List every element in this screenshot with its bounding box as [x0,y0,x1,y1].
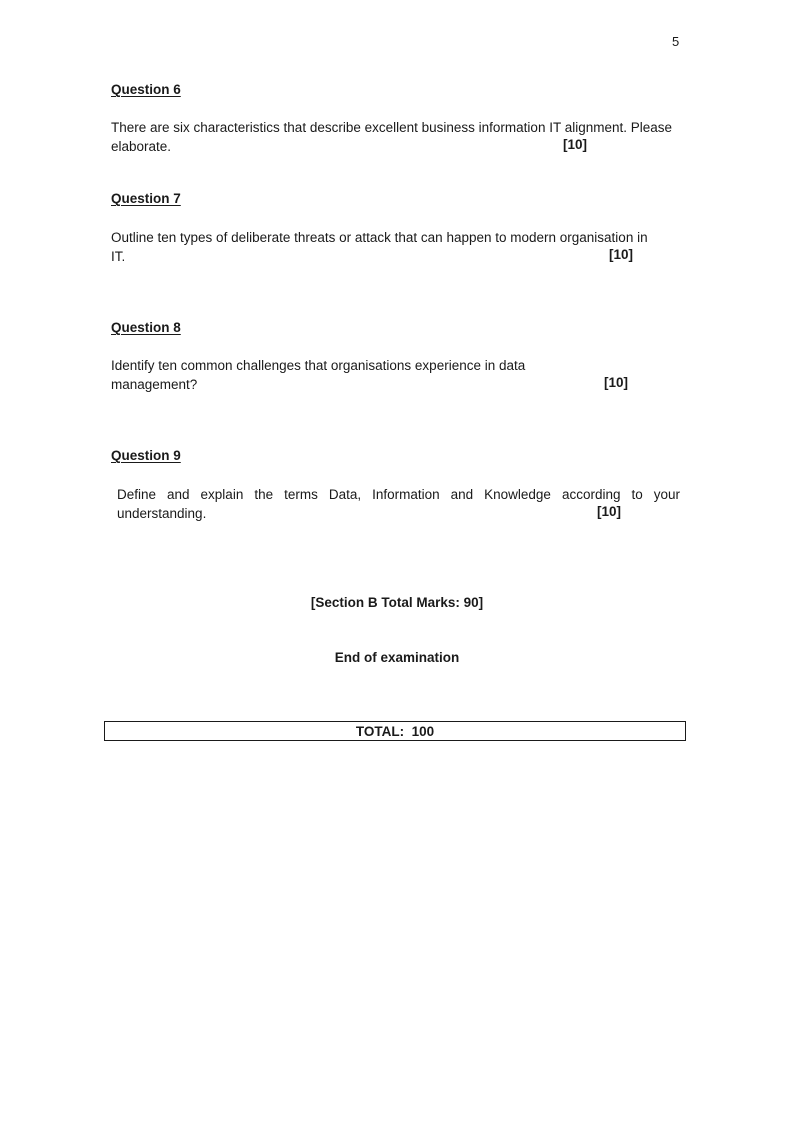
section-total: [Section B Total Marks: 90] [310,595,484,610]
question-9-line-2: understanding. [117,506,207,521]
question-7-heading: Question 7 [111,191,181,206]
question-9-heading: Question 9 [111,448,181,463]
question-9-line-1: Define and explain the terms Data, Information and Knowledge according to your [117,487,680,502]
question-8-heading: Question 8 [111,320,181,335]
question-6-line-2: elaborate. [111,139,172,154]
question-8-text [111,356,686,394]
end-of-examination: End of examination [334,650,460,665]
question-7-line-1: Outline ten types of deliberate threats or attack that can happen to modern organisation in [111,230,648,245]
total-label: TOTAL: 100 [355,724,435,739]
question-7-line-2: IT. [111,249,126,264]
question-8-line-1: Identify ten common challenges that organisations experience in data [111,358,526,373]
question-9-marks: [10] [597,504,622,519]
question-7-marks: [10] [609,247,634,262]
question-8-line-2: management? [111,377,198,392]
question-6-text [111,118,686,156]
question-6-line-1: There are six characteristics that describe excellent business information IT alignment. Please [111,120,673,135]
question-9-text [117,485,680,523]
question-6-heading: Question 6 [111,82,181,97]
question-6-marks: [10] [563,137,588,152]
page-number: 5 [672,34,680,49]
question-7-text [111,228,686,266]
total-box [104,721,686,741]
question-8-marks: [10] [604,375,629,390]
